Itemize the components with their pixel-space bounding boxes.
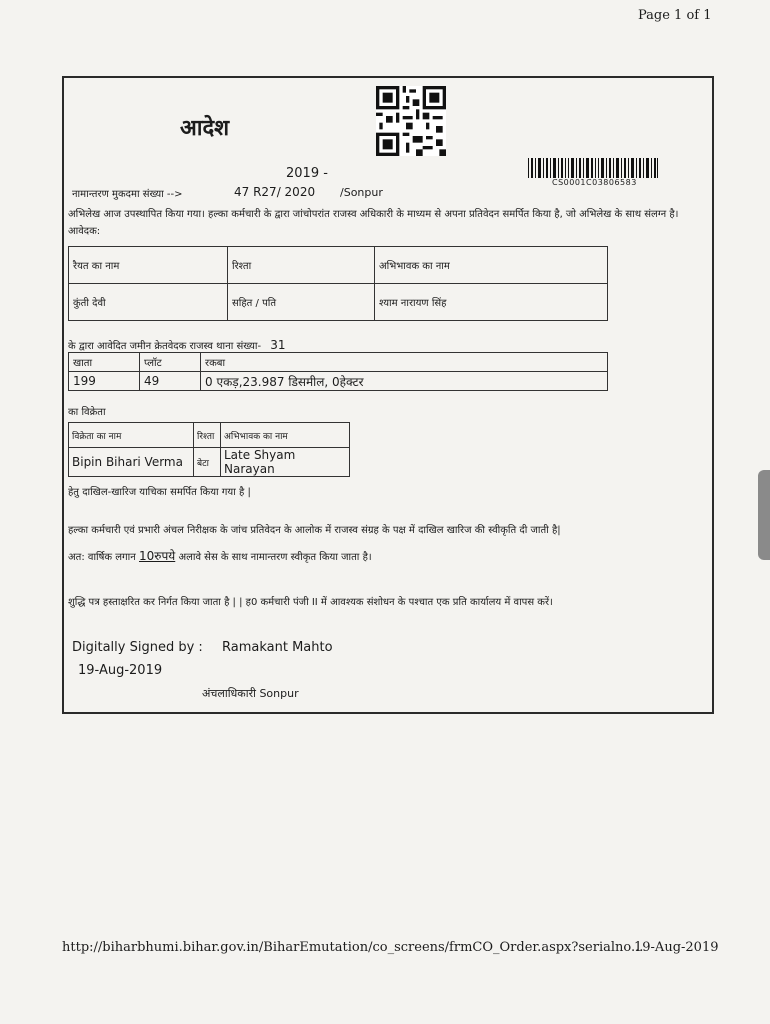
- applicant-table: [68, 246, 608, 321]
- table-header-row: [69, 353, 608, 372]
- khesra-line: [68, 338, 286, 352]
- table-header-cell: रकबा: [201, 353, 608, 372]
- order-year: 2019 -: [286, 166, 328, 181]
- table-cell: 199: [69, 372, 140, 391]
- table-cell: 0 एकड़,23.987 डिसमील, 0हेक्टर: [201, 372, 608, 391]
- order-title: आदेश: [180, 116, 230, 141]
- case-number-label: नामान्तरण मुकदमा संख्या -->: [72, 189, 183, 200]
- table-cell: Bipin Bihari Verma: [69, 448, 194, 477]
- rent-text: [68, 548, 704, 566]
- table-header-cell: रिश्ता: [228, 247, 375, 284]
- table-cell: श्याम नारायण सिंह: [375, 284, 608, 321]
- table-header-cell: अभिभावक का नाम: [375, 247, 608, 284]
- footer-url: http://biharbhumi.bihar.gov.in/BiharEmutation/co_screens/frmCO_Order.aspx?serialno...: [62, 940, 644, 955]
- table-header-cell: रिश्ता: [194, 423, 221, 448]
- signed-date: 19-Aug-2019: [78, 663, 163, 678]
- table-header-cell: खाता: [69, 353, 140, 372]
- rent-amount: 10रुपये: [139, 549, 176, 563]
- table-row: [69, 284, 608, 321]
- intro-text: अभिलेख आज उपस्थापित किया गया। हल्का कर्मचारी के द्वारा जांचोपरांत राजस्व अधिकारी के माध्यम से अपना प्रतिवेदन समर्पित किया है, जो अभिलेख के साथ संलग्न है। आवेदक:: [68, 209, 679, 237]
- scan-artifact: [758, 470, 770, 560]
- table-header-cell: अभिभावक का नाम: [221, 423, 350, 448]
- signer-name: Ramakant Mahto: [222, 640, 333, 655]
- rent-prefix: अत: वार्षिक लगान: [68, 552, 136, 563]
- correction-text: शुद्धि पत्र हस्ताक्षरित कर निर्गत किया जाता है | | ह0 कर्मचारी पंजी II में आवश्यक संशोधन के पश्चात एक प्रति कार्यालय में वापस करें।: [68, 597, 553, 608]
- table-cell: बेटा: [194, 448, 221, 477]
- table-cell: Late Shyam Narayan: [221, 448, 350, 477]
- page-number: Page 1 of 1: [638, 8, 712, 23]
- khesra-label: के द्वारा आवेदित जमीन क्रेतवेदक राजस्व थाना संख्या-: [68, 341, 262, 352]
- table-row: [69, 448, 350, 477]
- land-table: [68, 352, 608, 391]
- rent-suffix: अलावे सेस के साथ नामान्तरण स्वीकृत किया जाता है।: [178, 552, 372, 563]
- khesra-value: 31: [270, 338, 286, 352]
- footer-date: 19-Aug-2019: [634, 940, 719, 955]
- table-cell: 49: [140, 372, 201, 391]
- table-header-cell: प्लॉट: [140, 353, 201, 372]
- barcode-number: CS0001C03806583: [552, 178, 637, 187]
- table-cell: सहित / पति: [228, 284, 375, 321]
- qr-code-icon: [376, 86, 446, 156]
- table-cell: कुंती देवी: [69, 284, 228, 321]
- table-header-cell: विक्रेता का नाम: [69, 423, 194, 448]
- case-place: /Sonpur: [340, 186, 383, 199]
- approval-text: हल्का कर्मचारी एवं प्रभारी अंचल निरीक्षक के जांच प्रतिवेदन के आलोक में राजस्व संग्रह के पक्ष में दाखिल खारिज की स्वीकृति दी जाती है|: [68, 525, 561, 536]
- table-row: [69, 372, 608, 391]
- office-name: अंचलाधिकारी Sonpur: [202, 687, 299, 700]
- table-header-row: [69, 423, 350, 448]
- seller-label: का विक्रेता: [68, 407, 106, 418]
- table-header-cell: रैयत का नाम: [69, 247, 228, 284]
- barcode-icon: [528, 158, 658, 178]
- table-header-row: [69, 247, 608, 284]
- submission-text: हेतु दाखिल-खारिज याचिका समर्पित किया गया है |: [68, 487, 251, 498]
- digitally-signed-label: Digitally Signed by :: [72, 640, 203, 655]
- seller-table: [68, 422, 350, 477]
- case-number: 47 R27/ 2020: [234, 185, 316, 199]
